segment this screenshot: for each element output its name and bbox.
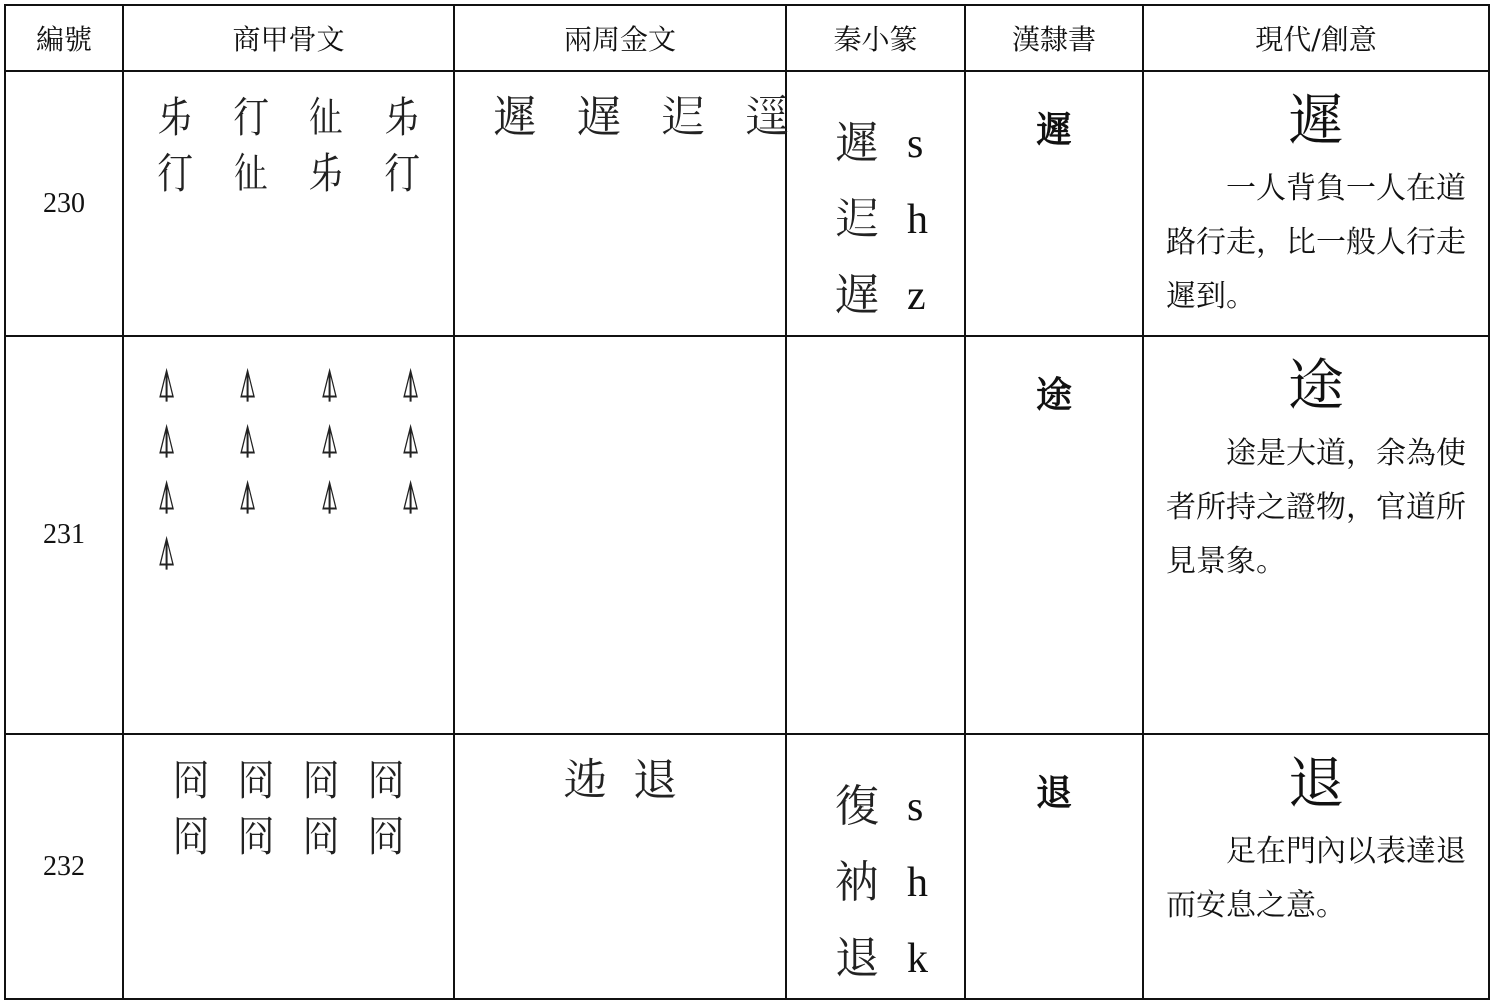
header-modern: 現代/創意 [1143,5,1489,71]
clerical-cell [965,734,1143,999]
oracle-glyph-image: ⍋ [318,470,340,519]
table-row [5,71,1489,336]
clerical-char: 退 [1035,773,1072,814]
oracle-glyph-image: ⍋ [237,358,259,407]
seal-glyph-image: 衲 [835,857,879,908]
oracle-glyph-image: ⍋ [399,470,422,519]
seal-glyph-image: 退 [835,933,879,984]
row-number: 232 [5,734,123,999]
seal-glyph-image: 遅 [835,270,879,321]
oracle-glyph-image: 冏 [238,756,274,805]
seal-tag: h [907,197,928,243]
bronze-glyph-image: 𨓷 [745,92,789,143]
bronze-glyphs [455,735,785,809]
seal-tag: s [907,121,924,167]
header-row [5,5,1489,71]
clerical-cell [965,336,1143,734]
modern-cell [1143,336,1489,734]
oracle-glyphs [124,337,453,579]
row-number: 230 [5,71,123,336]
seal-tag: k [907,936,928,982]
description: 途是大道，余為使者所持之證物，官道所見景象。 [1166,436,1466,579]
seal-tag: h [907,860,928,906]
header-clerical: 漢隸書 [965,5,1143,71]
oracle-glyph-image: 㣔 [232,93,269,142]
oracle-glyph-image: ⍋ [155,526,178,575]
seal-cell [786,71,965,336]
seal-cell [786,734,965,999]
script-evolution-table [4,4,1490,1000]
oracle-glyph-image: 冏 [238,812,274,861]
oracle-glyph-image: ⍋ [237,414,259,463]
seal-glyph-image: 𨒈 [835,194,879,245]
oracle-glyph-image: 㣔 [157,149,193,198]
header-bronze: 兩周金文 [454,5,786,71]
oracle-glyph-image: 𠂔 [308,149,345,198]
clerical-cell [965,71,1143,336]
oracle-cell [123,336,454,734]
seal-glyph-image: 遲 [835,118,879,169]
oracle-glyph-image: ⍋ [399,414,422,463]
oracle-glyph-image: ⍋ [399,358,422,407]
oracle-glyph-image: 㣔 [384,149,420,198]
table-row [5,336,1489,734]
modern-char: 遲 [1288,89,1344,154]
header-oracle: 商甲骨文 [123,5,454,71]
oracle-glyph-image: ⍋ [155,414,178,463]
oracle-glyph-image: 冏 [303,812,339,861]
description: 足在門內以表達退而安息之意。 [1166,834,1466,923]
clerical-char: 遲 [1035,110,1072,151]
oracle-glyph-image: 冏 [173,756,209,805]
seal-tag: s [907,784,924,830]
bronze-cell [454,734,786,999]
bronze-glyph-image: 遅 [577,92,621,143]
oracle-glyph-image: ⍋ [318,414,340,463]
header-number: 編號 [5,5,123,71]
bronze-glyphs [455,72,789,146]
oracle-glyph-image: 𠂔 [384,93,420,142]
header-seal: 秦小篆 [786,5,965,71]
modern-char: 途 [1288,354,1344,419]
clerical-char: 途 [1035,375,1072,416]
oracle-glyph-image: ⍋ [318,358,340,407]
seal-tag: z [907,273,926,319]
oracle-glyph-image: 冏 [368,812,404,861]
modern-cell [1143,734,1489,999]
oracle-glyph-image: 𢓊 [232,149,269,198]
oracle-glyph-image: 𠂔 [157,93,193,142]
oracle-glyph-image: 冏 [303,756,339,805]
oracle-glyph-image: 冏 [368,756,404,805]
oracle-glyphs [124,735,453,865]
modern-char: 退 [1288,752,1344,817]
oracle-glyph-image: ⍋ [155,358,178,407]
bronze-glyph-image: 𨒈 [661,92,705,143]
oracle-glyph-image: 𢓊 [308,93,345,142]
oracle-cell [123,71,454,336]
oracle-cell [123,734,454,999]
bronze-cell [454,336,786,734]
modern-cell [1143,71,1489,336]
description: 一人背負一人在道路行走，比一般人行走遲到。 [1166,171,1466,314]
seal-cell [786,336,965,734]
table-row [5,734,1489,999]
bronze-glyph-image: 𨒉 [563,755,607,806]
oracle-glyph-image: ⍋ [155,470,178,519]
bronze-glyph-image: 退 [633,755,677,806]
seal-glyph-image: 復 [835,781,879,832]
row-number: 231 [5,336,123,734]
oracle-glyph-image: ⍋ [237,470,259,519]
bronze-glyph-image: 遲 [493,92,537,143]
oracle-glyphs [124,72,453,202]
oracle-glyph-image: 冏 [173,812,209,861]
bronze-cell [454,71,789,336]
